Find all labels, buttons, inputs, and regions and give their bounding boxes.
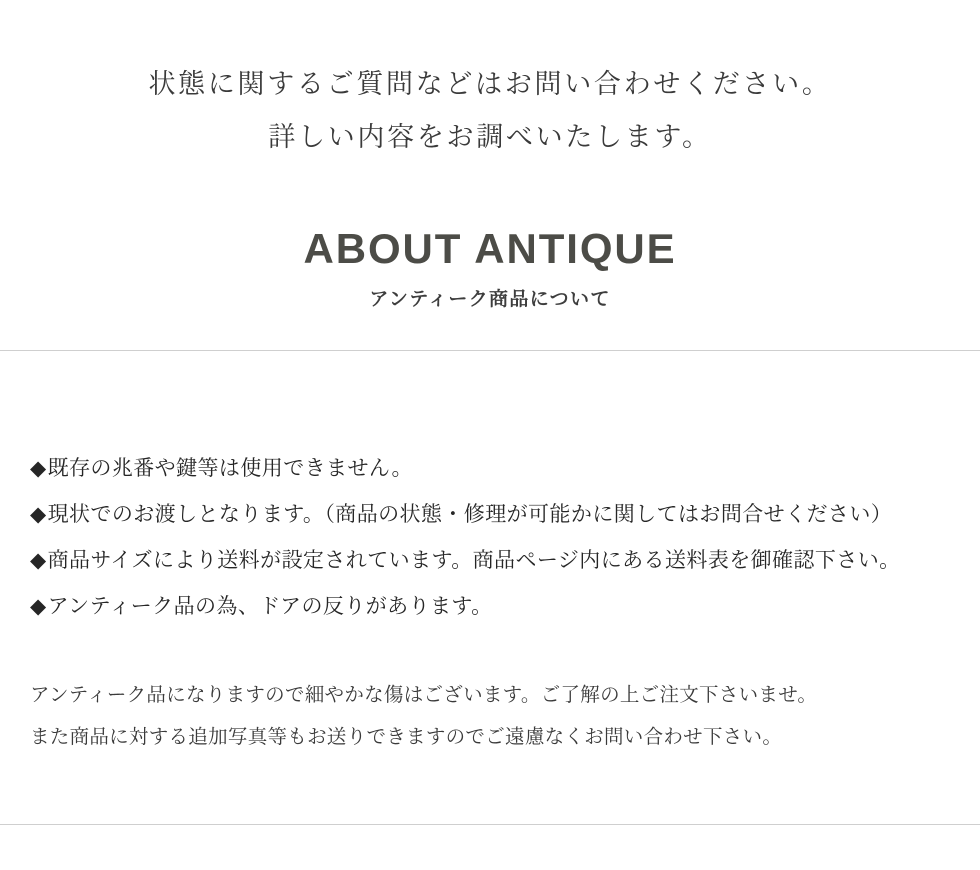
page-subtitle: アンティーク商品について: [369, 288, 611, 310]
note-text: 既存の兆番や鍵等は使用できません。: [47, 457, 413, 480]
intro-block: [0, 0, 980, 163]
list-item: [30, 498, 950, 532]
note-text: アンティーク品の為、ドアの反りがあります。: [47, 595, 493, 619]
paragraph-block: [30, 675, 950, 759]
note-text: 現状でのお渡しとなります。（商品の状態・修理が可能かに関してはお問合せください）: [47, 503, 893, 527]
divider-top: [0, 350, 980, 351]
page-title: ABOUT ANTIQUE: [303, 225, 677, 273]
diamond-bullet-icon: ◆: [30, 595, 47, 619]
paragraph-line-2: また商品に対する追加写真等もお送りできますのでご遠慮なくお問い合わせ下さい。: [30, 725, 783, 748]
list-item: [30, 590, 950, 624]
paragraph-line-1: アンティーク品になりますので細やかな傷はございます。ご了解の上ご注文下さいませ。: [30, 684, 818, 706]
section-heading: [0, 225, 980, 310]
notes-list: [30, 452, 950, 636]
divider-bottom: [0, 824, 980, 825]
diamond-bullet-icon: ◆: [30, 549, 47, 573]
diamond-bullet-icon: ◆: [30, 503, 47, 527]
note-text: 商品サイズにより送料が設定されています。商品ページ内にある送料表を御確認下さい。: [47, 549, 901, 573]
list-item: [30, 544, 950, 578]
intro-line-1: 状態に関するご質問などはお問い合わせください。: [148, 69, 832, 99]
diamond-bullet-icon: ◆: [30, 457, 47, 480]
intro-line-2: 詳しい内容をお調べいたします。: [268, 121, 712, 152]
list-item: [30, 452, 950, 486]
